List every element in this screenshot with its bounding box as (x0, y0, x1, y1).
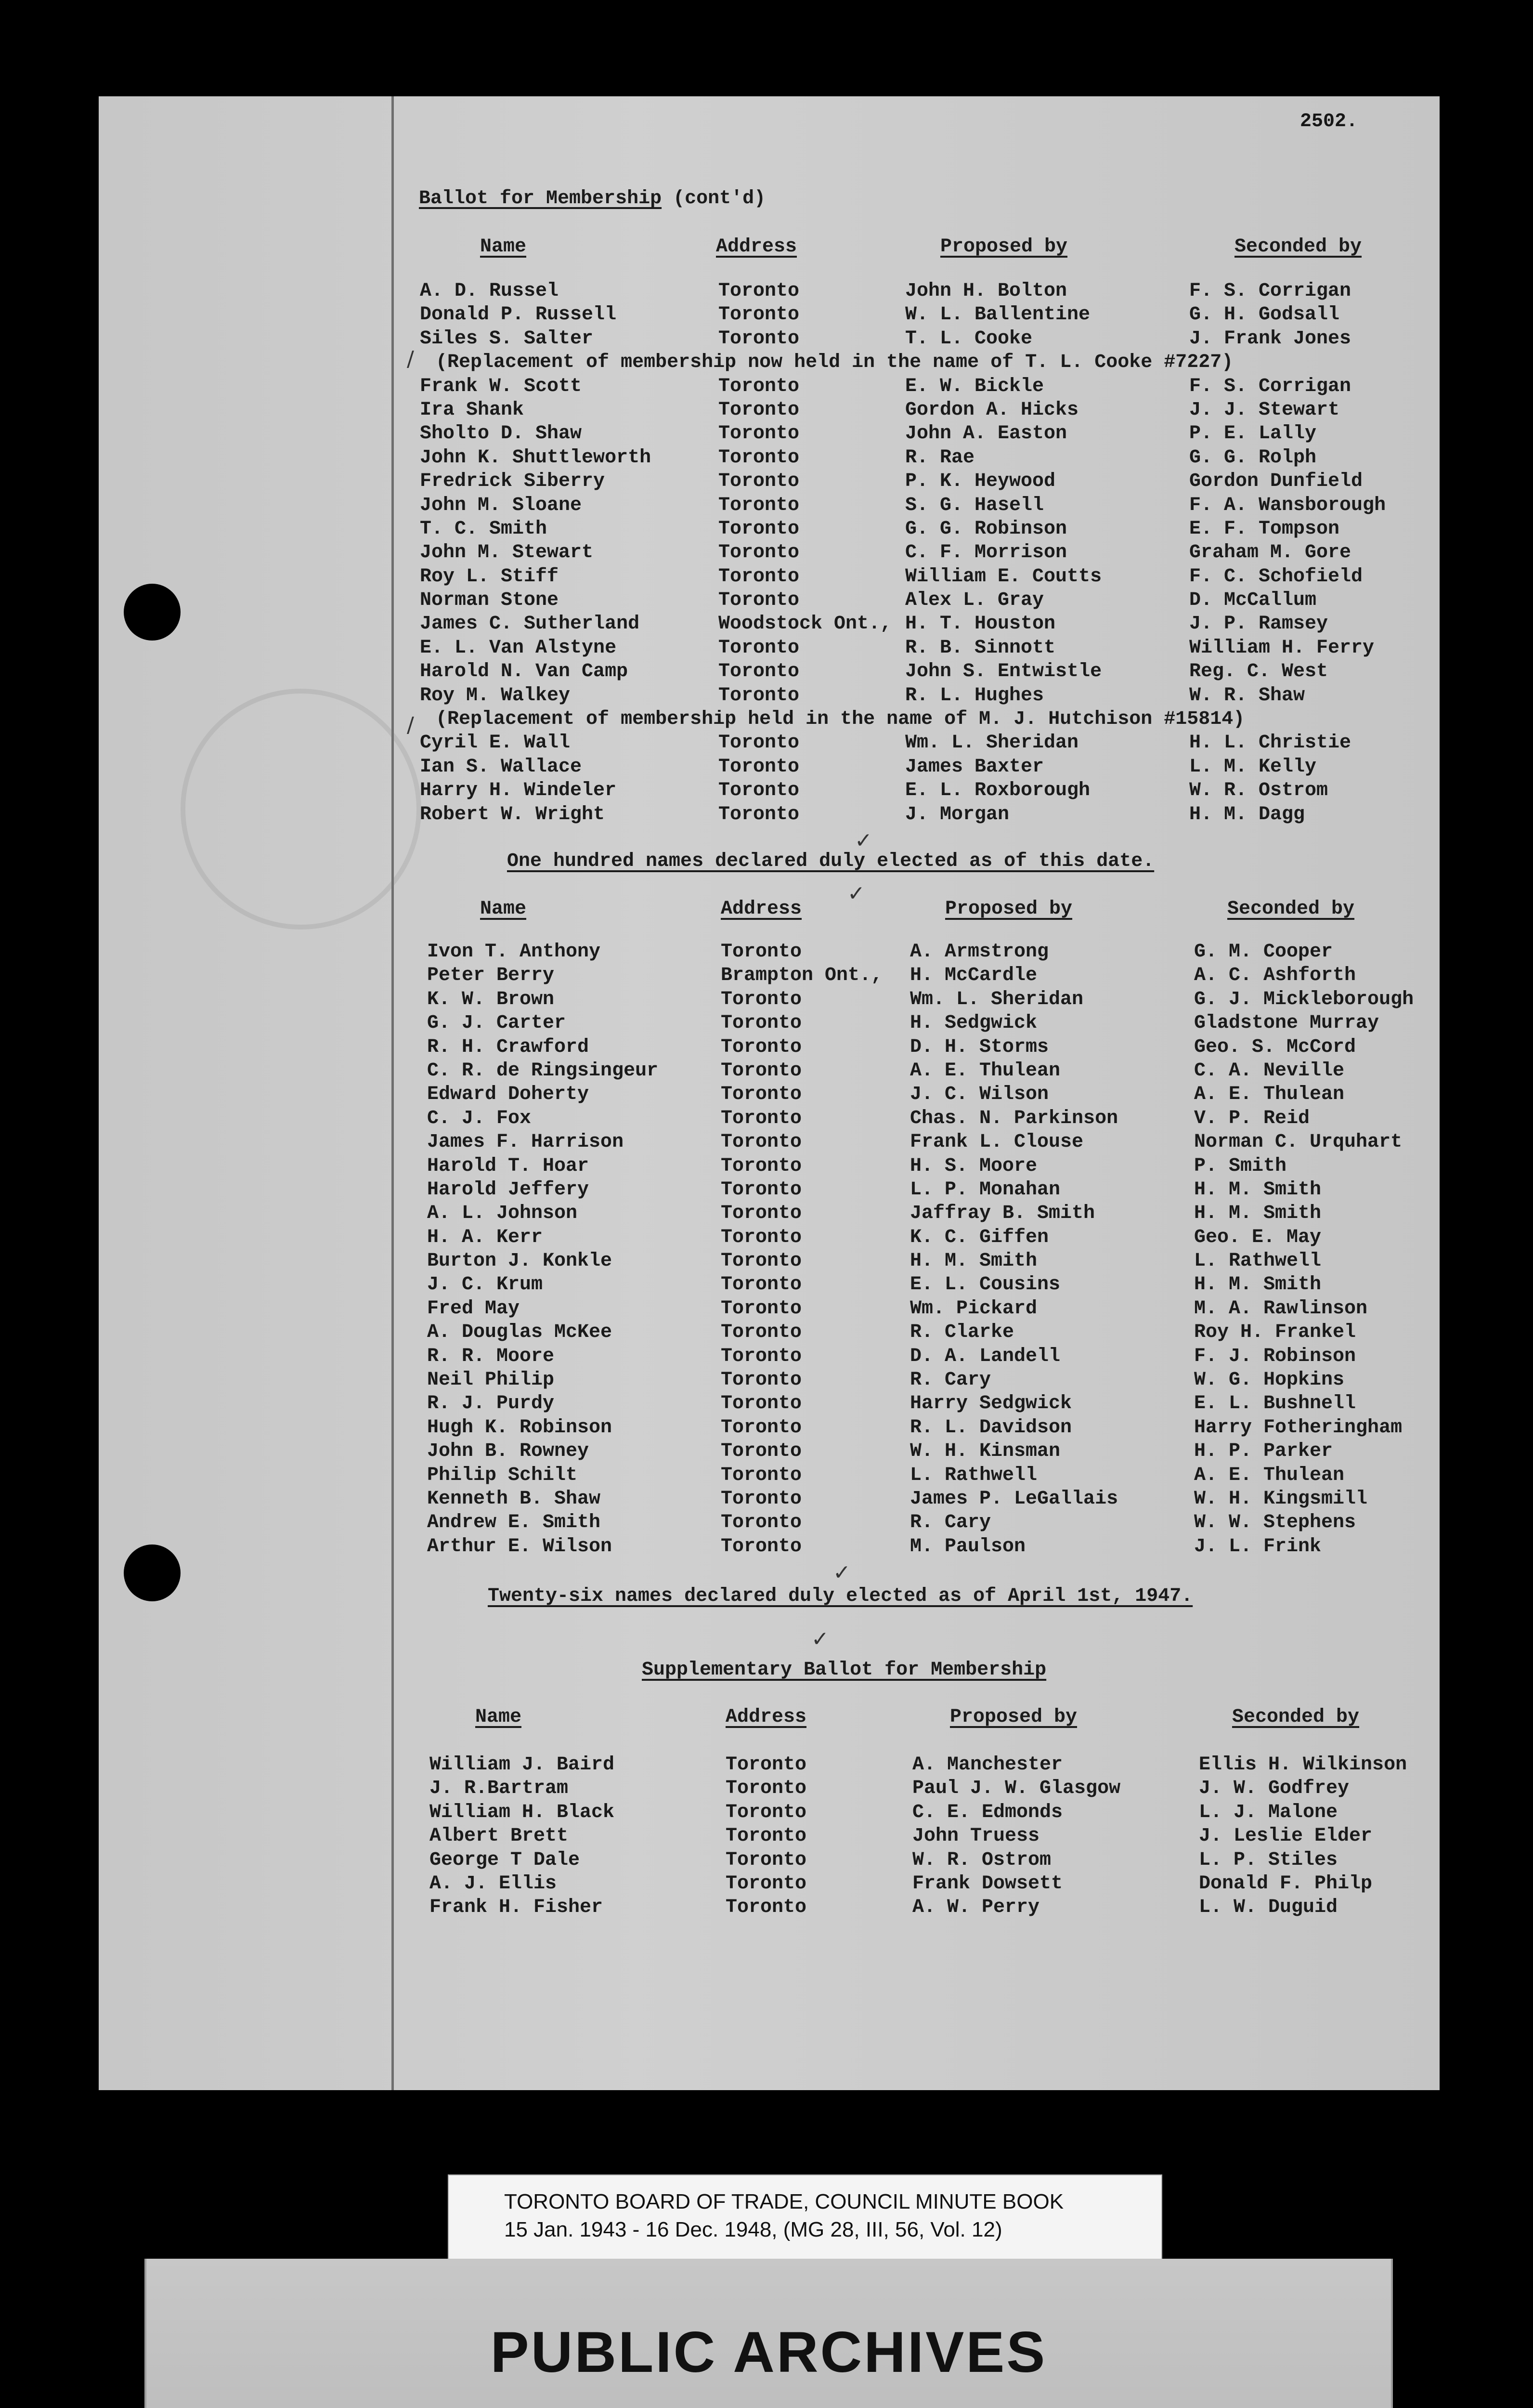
cell-proposed: Gordon A. Hicks (905, 399, 1079, 421)
cell-seconded: F. S. Corrigan (1189, 280, 1351, 302)
cell-proposed: Harry Sedgwick (910, 1393, 1072, 1415)
cell-seconded: M. A. Rawlinson (1194, 1297, 1368, 1320)
cell-proposed: W. L. Ballentine (905, 304, 1091, 326)
cell-name: R. H. Crawford (427, 1036, 589, 1058)
section1-title (419, 188, 766, 209)
cell-proposed: J. C. Wilson (910, 1084, 1049, 1106)
archives-banner (144, 2259, 1393, 2408)
cell-address: Toronto (721, 1512, 802, 1534)
cell-seconded: Gordon Dunfield (1189, 471, 1363, 493)
cell-proposed: James Baxter (905, 756, 1044, 778)
cell-name: Edward Doherty (427, 1084, 589, 1106)
cell-proposed: Frank L. Clouse (910, 1131, 1084, 1153)
cell-proposed: H. T. Houston (905, 613, 1056, 635)
cell-seconded: D. McCallum (1189, 589, 1317, 612)
cell-address: Toronto (721, 1250, 802, 1272)
cell-seconded: L. W. Duguid (1199, 1897, 1338, 1919)
cell-address: Toronto (721, 1107, 802, 1129)
cell-name: G. J. Carter (427, 1012, 566, 1034)
cell-proposed: D. A. Landell (910, 1345, 1061, 1367)
s2-header-name: Name (480, 898, 527, 920)
cell-seconded: J. J. Stewart (1189, 399, 1340, 421)
cell-proposed: R. Clarke (910, 1322, 1014, 1344)
cell-name: Roy L. Stiff (420, 565, 559, 588)
cell-name: Frank H. Fisher (429, 1897, 603, 1919)
cell-proposed: R. Rae (905, 446, 975, 469)
cell-name: Cyril E. Wall (420, 732, 571, 754)
cell-seconded: H. M. Smith (1194, 1274, 1322, 1296)
cell-proposed: W. R. Ostrom (912, 1849, 1052, 1871)
cell-seconded: G. H. Godsall (1189, 304, 1340, 326)
cell-address: Toronto (721, 1274, 802, 1296)
cell-name: T. C. Smith (420, 518, 547, 540)
cell-address: Toronto (718, 518, 800, 540)
cell-seconded: J. P. Ramsey (1189, 613, 1328, 635)
cell-seconded: G. M. Cooper (1194, 941, 1333, 963)
cell-seconded: G. G. Rolph (1189, 446, 1317, 469)
cell-name: K. W. Brown (427, 988, 555, 1010)
handwritten-tick: ✓ (833, 1560, 851, 1585)
cell-proposed: R. L. Davidson (910, 1416, 1072, 1439)
cell-address: Brampton Ont., (721, 965, 883, 987)
cell-name: H. A. Kerr (427, 1226, 543, 1248)
cell-seconded: F. A. Wansborough (1189, 494, 1386, 516)
cell-seconded: Graham M. Gore (1189, 542, 1351, 564)
cell-address: Toronto (726, 1778, 807, 1800)
cell-proposed: R. B. Sinnott (905, 637, 1056, 659)
cell-seconded: L. M. Kelly (1189, 756, 1317, 778)
cell-address: Toronto (721, 1226, 802, 1248)
cell-address: Toronto (726, 1849, 807, 1871)
cell-proposed: E. L. Cousins (910, 1274, 1061, 1296)
cell-seconded: E. F. Tompson (1189, 518, 1340, 540)
cell-proposed: Paul J. W. Glasgow (912, 1778, 1121, 1800)
cell-seconded: P. E. Lally (1189, 423, 1317, 445)
s3-header-name: Name (475, 1706, 522, 1728)
cell-seconded: Geo. S. McCord (1194, 1036, 1356, 1058)
cell-proposed: A. Manchester (912, 1754, 1063, 1776)
cell-name: Neil Philip (427, 1369, 555, 1391)
cell-proposed: K. C. Giffen (910, 1226, 1049, 1248)
cell-address: Toronto (721, 1393, 802, 1415)
cell-address: Toronto (718, 542, 800, 564)
cell-name: Fredrick Siberry (420, 471, 605, 493)
cell-seconded: H. L. Christie (1189, 732, 1351, 754)
cell-seconded: V. P. Reid (1194, 1107, 1310, 1129)
margin-rule (391, 96, 394, 2090)
cell-name: William H. Black (429, 1801, 615, 1823)
cell-seconded: Norman C. Urquhart (1194, 1131, 1403, 1153)
cell-seconded: F. C. Schofield (1189, 565, 1363, 588)
handwritten-tick: ✓ (811, 1627, 829, 1651)
cell-proposed: L. P. Monahan (910, 1178, 1061, 1201)
cell-proposed: John S. Entwistle (905, 661, 1102, 683)
cell-address: Toronto (718, 589, 800, 612)
cell-proposed: A. W. Perry (912, 1897, 1040, 1919)
cell-seconded: Donald F. Philp (1199, 1872, 1373, 1895)
cell-proposed: J. Morgan (905, 803, 1010, 825)
cell-name: A. L. Johnson (427, 1203, 578, 1225)
cell-proposed: R. Cary (910, 1369, 991, 1391)
cell-proposed: G. G. Robinson (905, 518, 1067, 540)
cell-address: Toronto (726, 1801, 807, 1823)
cell-seconded: H. M. Dagg (1189, 803, 1305, 825)
cell-proposed: John H. Bolton (905, 280, 1067, 302)
cell-name: C. R. de Ringsingeur (427, 1060, 659, 1082)
cell-address: Toronto (721, 1084, 802, 1106)
cell-name: Kenneth B. Shaw (427, 1488, 601, 1510)
cell-seconded: C. A. Neville (1194, 1060, 1345, 1082)
cell-proposed: S. G. Hasell (905, 494, 1044, 516)
cell-name: J. R.Bartram (429, 1778, 569, 1800)
cell-name: C. J. Fox (427, 1107, 532, 1129)
cell-seconded: J. Leslie Elder (1199, 1825, 1373, 1847)
archive-label (448, 2174, 1162, 2261)
section1-title-main: Ballot for Membership (419, 188, 662, 209)
cell-address: Toronto (721, 1416, 802, 1439)
page-number: 2502. (1299, 111, 1358, 132)
cell-name: Roy M. Walkey (420, 684, 571, 707)
cell-proposed: Wm. L. Sheridan (910, 988, 1084, 1010)
cell-address: Toronto (721, 1036, 802, 1058)
cell-proposed: C. F. Morrison (905, 542, 1067, 564)
cell-proposed: Wm. Pickard (910, 1297, 1038, 1320)
handwritten-tick: / (407, 713, 414, 737)
cell-seconded: L. J. Malone (1199, 1801, 1338, 1823)
cell-proposed: T. L. Cooke (905, 327, 1033, 350)
archives-line1: PUBLIC ARCHIVES (490, 2320, 1047, 2384)
cell-name: Andrew E. Smith (427, 1512, 601, 1534)
cell-seconded: A. C. Ashforth (1194, 965, 1356, 987)
cell-address: Toronto (718, 446, 800, 469)
cell-address: Toronto (718, 803, 800, 825)
cell-address: Toronto (726, 1897, 807, 1919)
cell-name: Ira Shank (420, 399, 524, 421)
cell-proposed: William E. Coutts (905, 565, 1102, 588)
cell-name: William J. Baird (429, 1754, 615, 1776)
cell-address: Toronto (718, 780, 800, 802)
cell-proposed: John Truess (912, 1825, 1040, 1847)
cell-proposed: H. M. Smith (910, 1250, 1038, 1272)
cell-proposed: A. Armstrong (910, 941, 1049, 963)
cell-proposed: John A. Easton (905, 423, 1067, 445)
cell-name: Fred May (427, 1297, 520, 1320)
cell-proposed: A. E. Thulean (910, 1060, 1061, 1082)
cell-address: Toronto (718, 375, 800, 397)
cell-address: Toronto (721, 1440, 802, 1463)
cell-seconded: J. L. Frink (1194, 1535, 1322, 1557)
cell-name: Robert W. Wright (420, 803, 605, 825)
cell-seconded: E. L. Bushnell (1194, 1393, 1356, 1415)
cell-proposed: P. K. Heywood (905, 471, 1056, 493)
cell-address: Toronto (721, 941, 802, 963)
cell-name: Siles S. Salter (420, 327, 594, 350)
cell-address: Toronto (726, 1872, 807, 1895)
cell-seconded: Roy H. Frankel (1194, 1322, 1356, 1344)
s2-header-seconded: Seconded by (1227, 898, 1355, 920)
cell-proposed: E. W. Bickle (905, 375, 1044, 397)
cell-name: Ian S. Wallace (420, 756, 582, 778)
cell-name: Harold Jeffery (427, 1178, 589, 1201)
cell-name: Sholto D. Shaw (420, 423, 582, 445)
cell-seconded: L. Rathwell (1194, 1250, 1322, 1272)
cell-address: Toronto (718, 423, 800, 445)
cell-name: James C. Sutherland (420, 613, 640, 635)
cell-name: John B. Rowney (427, 1440, 589, 1463)
cell-proposed: James P. LeGallais (910, 1488, 1118, 1510)
cell-seconded: G. J. Mickleborough (1194, 988, 1414, 1010)
section1-title-suffix: (cont'd) (673, 188, 766, 209)
cell-seconded: F. J. Robinson (1194, 1345, 1356, 1367)
cell-address: Toronto (718, 732, 800, 754)
s2-header-proposed: Proposed by (945, 898, 1073, 920)
cell-address: Toronto (718, 637, 800, 659)
cell-address: Toronto (718, 471, 800, 493)
cell-seconded: H. M. Smith (1194, 1178, 1322, 1201)
cell-name: R. J. Purdy (427, 1393, 555, 1415)
cell-seconded: L. P. Stiles (1199, 1849, 1338, 1871)
cell-name: Frank W. Scott (420, 375, 582, 397)
cell-seconded: H. P. Parker (1194, 1440, 1333, 1463)
punch-hole-top (124, 584, 181, 641)
cell-name: J. C. Krum (427, 1274, 543, 1296)
cell-name: Harold N. Van Camp (420, 661, 628, 683)
cell-address: Toronto (718, 304, 800, 326)
label-line1: TORONTO BOARD OF TRADE, COUNCIL MINUTE BOOK (504, 2190, 1064, 2213)
cell-address: Toronto (718, 684, 800, 707)
cell-name: Ivon T. Anthony (427, 941, 601, 963)
cell-proposed: Wm. L. Sheridan (905, 732, 1079, 754)
cell-name: R. R. Moore (427, 1345, 555, 1367)
cell-name: Donald P. Russell (420, 304, 617, 326)
cell-seconded: W. R. Ostrom (1189, 780, 1328, 802)
cell-seconded: W. W. Stephens (1194, 1512, 1356, 1534)
cell-seconded: Harry Fotheringham (1194, 1416, 1403, 1439)
s2-header-address: Address (721, 898, 802, 920)
cell-address: Toronto (726, 1754, 807, 1776)
cell-name: Arthur E. Wilson (427, 1535, 612, 1557)
cell-proposed: M. Paulson (910, 1535, 1026, 1557)
faint-stamp (181, 689, 421, 929)
cell-seconded: W. R. Shaw (1189, 684, 1305, 707)
cell-address: Toronto (721, 1178, 802, 1201)
handwritten-tick: ✓ (855, 828, 872, 853)
handwritten-tick: / (407, 347, 414, 371)
cell-proposed: Chas. N. Parkinson (910, 1107, 1118, 1129)
cell-address: Toronto (721, 1345, 802, 1367)
cell-address: Toronto (718, 399, 800, 421)
section1-summary: One hundred names declared duly elected as of this date. (507, 851, 1155, 872)
cell-proposed: H. Sedgwick (910, 1012, 1038, 1034)
cell-proposed: C. E. Edmonds (912, 1801, 1063, 1823)
cell-address: Toronto (721, 988, 802, 1010)
cell-seconded: F. S. Corrigan (1189, 375, 1351, 397)
cell-address: Toronto (718, 327, 800, 350)
cell-proposed: R. L. Hughes (905, 684, 1044, 707)
cell-name: A. J. Ellis (429, 1872, 557, 1895)
s3-header-seconded: Seconded by (1232, 1706, 1360, 1728)
cell-name: Burton J. Konkle (427, 1250, 612, 1272)
cell-proposed: D. H. Storms (910, 1036, 1049, 1058)
cell-address: Toronto (721, 1464, 802, 1486)
section2-summary: Twenty-six names declared duly elected as of April 1st, 1947. (488, 1585, 1193, 1607)
cell-proposed: W. H. Kinsman (910, 1440, 1061, 1463)
cell-address: Toronto (721, 1322, 802, 1344)
cell-address: Toronto (718, 756, 800, 778)
cell-address: Toronto (721, 1297, 802, 1320)
cell-address: Toronto (721, 1060, 802, 1082)
cell-seconded: A. E. Thulean (1194, 1084, 1345, 1106)
cell-name: E. L. Van Alstyne (420, 637, 617, 659)
cell-proposed: H. S. Moore (910, 1155, 1038, 1177)
punch-hole-bottom (124, 1544, 181, 1601)
cell-name: Harry H. Windeler (420, 780, 617, 802)
cell-seconded: W. H. Kingsmill (1194, 1488, 1368, 1510)
cell-proposed: E. L. Roxborough (905, 780, 1091, 802)
cell-seconded: J. Frank Jones (1189, 327, 1351, 350)
cell-address: Toronto (721, 1012, 802, 1034)
cell-proposed: Alex L. Gray (905, 589, 1044, 612)
cell-name: Peter Berry (427, 965, 555, 987)
cell-address: Toronto (718, 661, 800, 683)
s1-header-name: Name (480, 236, 527, 258)
cell-seconded: J. W. Godfrey (1199, 1778, 1350, 1800)
cell-seconded: Geo. E. May (1194, 1226, 1322, 1248)
label-line2: 15 Jan. 1943 - 16 Dec. 1948, (MG 28, III, 56, Vol. 12) (504, 2218, 1002, 2241)
cell-name: John M. Sloane (420, 494, 582, 516)
cell-proposed: R. Cary (910, 1512, 991, 1534)
cell-seconded: P. Smith (1194, 1155, 1287, 1177)
cell-address: Toronto (718, 565, 800, 588)
replacement-note: (Replacement of membership held in the name of M. J. Hutchison #15814) (436, 708, 1245, 731)
cell-seconded: Ellis H. Wilkinson (1199, 1754, 1407, 1776)
cell-address: Toronto (721, 1535, 802, 1557)
cell-seconded: Reg. C. West (1189, 661, 1328, 683)
cell-address: Toronto (726, 1825, 807, 1847)
cell-seconded: H. M. Smith (1194, 1203, 1322, 1225)
cell-name: George T Dale (429, 1849, 580, 1871)
cell-proposed: Jaffray B. Smith (910, 1203, 1095, 1225)
cell-name: Norman Stone (420, 589, 559, 612)
cell-address: Toronto (721, 1155, 802, 1177)
cell-name: Hugh K. Robinson (427, 1416, 612, 1439)
cell-address: Toronto (721, 1369, 802, 1391)
cell-seconded: Gladstone Murray (1194, 1012, 1379, 1034)
cell-seconded: W. G. Hopkins (1194, 1369, 1345, 1391)
cell-name: James F. Harrison (427, 1131, 624, 1153)
s1-header-proposed: Proposed by (940, 236, 1068, 258)
cell-address: Toronto (721, 1131, 802, 1153)
section3-title: Supplementary Ballot for Membership (642, 1659, 1047, 1681)
document-page (99, 96, 1440, 2090)
cell-name: A. D. Russel (420, 280, 559, 302)
cell-address: Toronto (718, 280, 800, 302)
cell-address: Woodstock Ont., (718, 613, 892, 635)
s3-header-address: Address (726, 1706, 807, 1728)
replacement-note: (Replacement of membership now held in the name of T. L. Cooke #7227) (436, 352, 1234, 374)
s3-header-proposed: Proposed by (950, 1706, 1078, 1728)
cell-name: A. Douglas McKee (427, 1322, 612, 1344)
cell-name: Albert Brett (429, 1825, 569, 1847)
handwritten-tick: ✓ (847, 881, 865, 906)
s1-header-seconded: Seconded by (1234, 236, 1362, 258)
cell-name: John M. Stewart (420, 542, 594, 564)
cell-seconded: William H. Ferry (1189, 637, 1375, 659)
cell-proposed: L. Rathwell (910, 1464, 1038, 1486)
cell-address: Toronto (721, 1203, 802, 1225)
s1-header-address: Address (716, 236, 797, 258)
cell-seconded: A. E. Thulean (1194, 1464, 1345, 1486)
cell-name: Harold T. Hoar (427, 1155, 589, 1177)
cell-proposed: H. McCardle (910, 965, 1038, 987)
cell-address: Toronto (721, 1488, 802, 1510)
cell-address: Toronto (718, 494, 800, 516)
cell-proposed: Frank Dowsett (912, 1872, 1063, 1895)
cell-name: Philip Schilt (427, 1464, 578, 1486)
cell-name: John K. Shuttleworth (420, 446, 651, 469)
